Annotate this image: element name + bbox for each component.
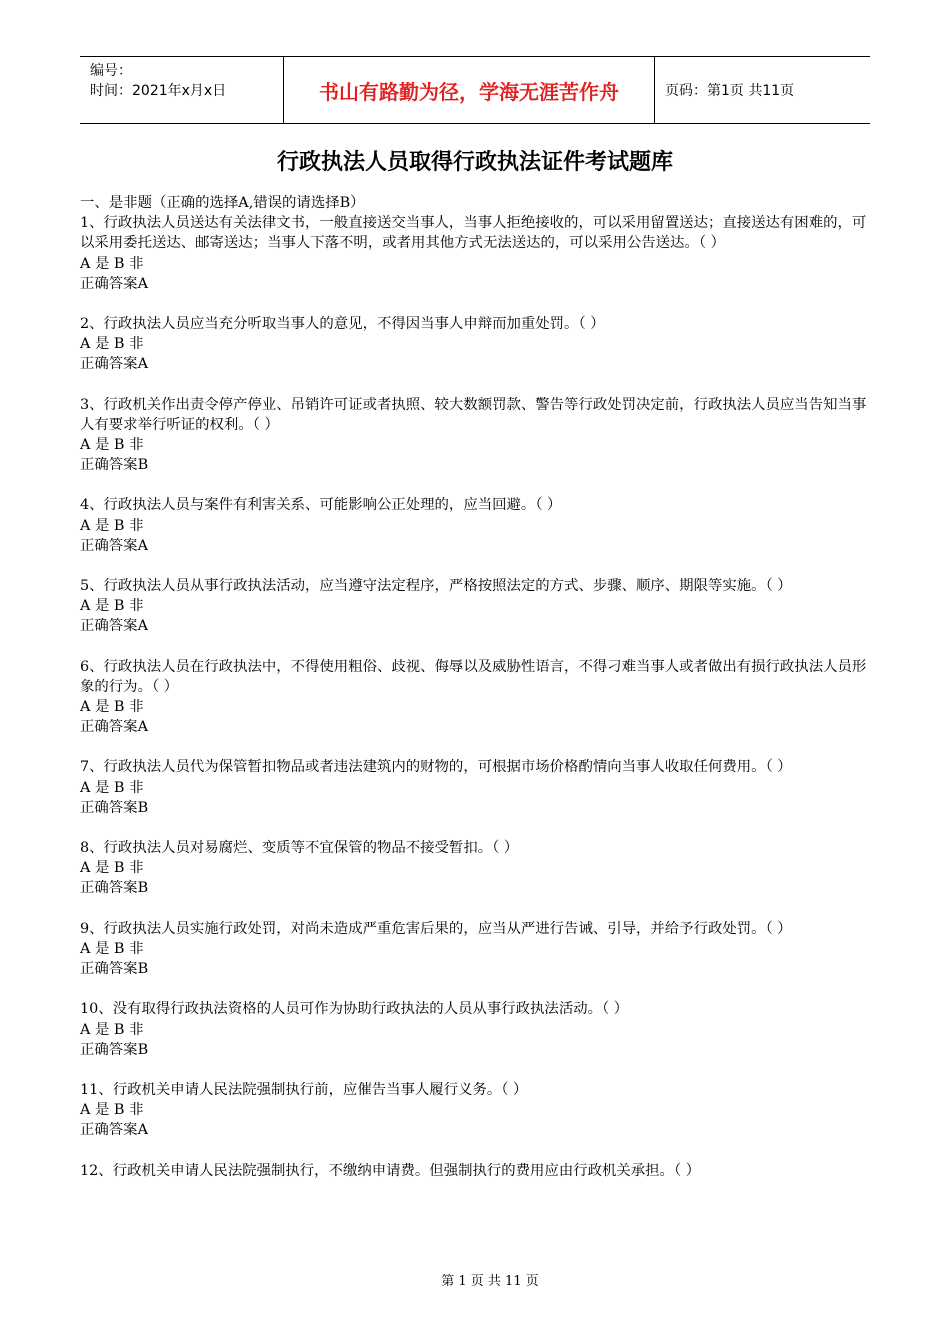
question-item [80,213,872,294]
question-item [80,999,872,1060]
number-label: 编号： [90,63,132,79]
question-text: 6、行政执法人员在行政执法中，不得使用粗俗、歧视、侮辱以及威胁性语言，不得刁难当事人或者做出有损行政执法人员形象的行为。（ ） [80,658,867,695]
question-text: 8、行政执法人员对易腐烂、变质等不宜保管的物品不接受暂扣。（ ） [80,840,519,857]
question-item [80,757,872,818]
question-text: 5、行政执法人员从事行政执法活动，应当遵守法定程序，严格按照法定的方式、步骤、顺序、期限等实施。（ ） [80,578,792,595]
page-footer: 第 1 页 共 11 页 [441,1274,539,1289]
question-options: A 是 B 非 [80,699,144,716]
question-answer: 正确答案A [80,1122,148,1139]
header-meta [80,57,283,123]
question-answer: 正确答案A [80,356,148,373]
question-item [80,395,872,476]
question-item [80,838,872,899]
section-heading: 一、是非题（正确的选择A,错误的请选择B） [80,195,365,211]
question-answer: 正确答案B [80,961,149,978]
question-item [80,314,872,375]
header-motto-cell [283,57,655,123]
question-list [80,193,872,1181]
question-text: 4、行政执法人员与案件有利害关系、可能影响公正处理的，应当回避。（ ） [80,497,562,514]
question-options: A 是 B 非 [80,779,144,796]
time-label: 时间：2021年x月x日 [90,83,227,99]
question-item [80,1080,872,1141]
question-item [80,657,872,738]
question-text: 12、行政机关申请人民法院强制执行，不缴纳申请费。但强制执行的费用应由行政机关承担。（ ） [80,1162,701,1179]
header-motto: 书山有路勤为径，学海无涯苦作舟 [319,79,619,104]
question-options: A 是 B 非 [80,336,144,353]
question-text: 10、没有取得行政执法资格的人员可作为协助行政执法的人员从事行政执法活动。（ ） [80,1001,629,1018]
question-options: A 是 B 非 [80,940,144,957]
question-options: A 是 B 非 [80,1102,144,1119]
question-item [80,576,872,637]
question-text: 9、行政执法人员实施行政处罚，对尚未造成严重危害后果的，应当从严进行告诫、引导，并给予行政处罚。（ ） [80,920,792,937]
question-answer: 正确答案A [80,537,148,554]
question-answer: 正确答案B [80,799,149,816]
question-answer: 正确答案B [80,880,149,897]
question-text: 3、行政机关作出责令停产停业、吊销许可证或者执照、较大数额罚款、警告等行政处罚决定前，行政执法人员应当告知当事人有要求举行听证的权利。（ ） [80,396,867,433]
question-options: A 是 B 非 [80,517,144,534]
question-options: A 是 B 非 [80,598,144,615]
question-options: A 是 B 非 [80,860,144,877]
question-options: A 是 B 非 [80,255,144,272]
page-title: 行政执法人员取得行政执法证件考试题库 [276,150,673,175]
question-text: 2、行政执法人员应当充分听取当事人的意见，不得因当事人申辩而加重处罚。（ ） [80,316,605,333]
question-item [80,919,872,980]
question-text: 1、行政执法人员送达有关法律文书，一般直接送交当事人，当事人拒绝接收的，可以采用留置送达；直接送达有困难的，可以采用委托送达、邮寄送达；当事人下落不明，或者用其他方式无法送达的，可以采用公告送达。（ ） [80,215,867,252]
question-answer: 正确答案A [80,719,148,736]
question-answer: 正确答案A [80,618,148,635]
question-item [80,495,872,556]
header-page-info: 页码：第1页 共11页 [665,83,795,99]
question-answer: 正确答案B [80,457,149,474]
question-options: A 是 B 非 [80,437,144,454]
question-answer: 正确答案B [80,1041,149,1058]
document-header [80,56,870,124]
question-answer: 正确答案A [80,275,148,292]
question-text: 11、行政机关申请人民法院强制执行前，应催告当事人履行义务。（ ） [80,1081,528,1098]
question-text: 7、行政执法人员代为保管暂扣物品或者违法建筑内的财物的，可根据市场价格酌情向当事人收取任何费用。（ ） [80,759,792,776]
question-options: A 是 B 非 [80,1021,144,1038]
